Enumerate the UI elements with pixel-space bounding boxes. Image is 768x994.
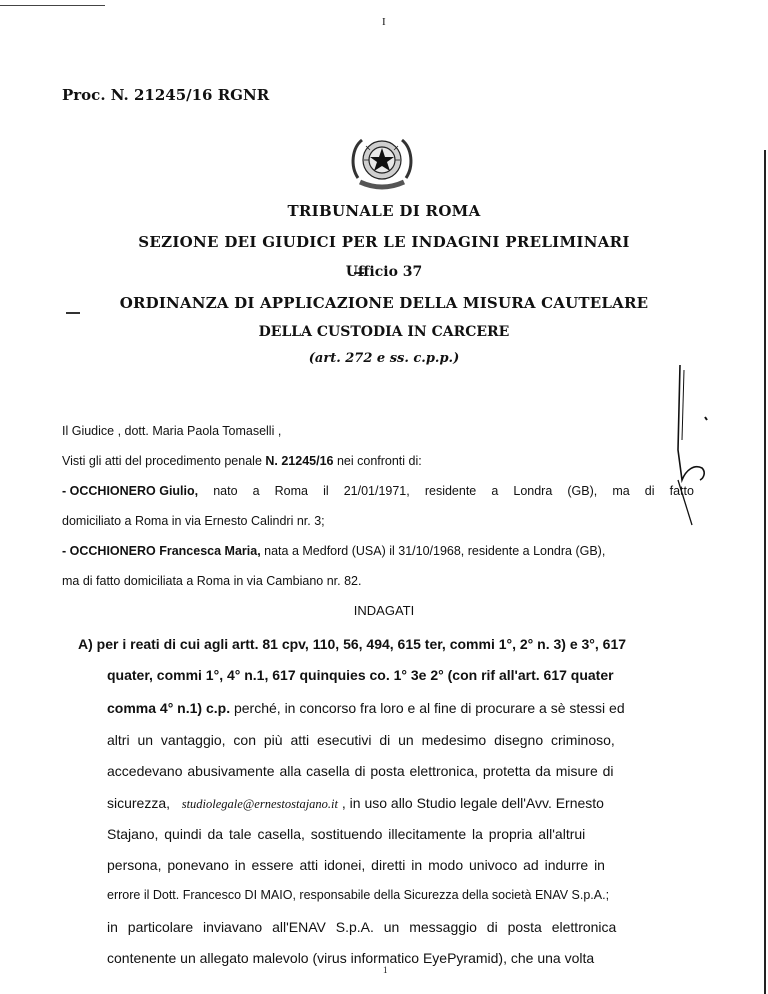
suspect-2-name: - OCCHIONERO Francesca Maria, — [62, 544, 261, 558]
court-name: TRIBUNALE DI ROMA — [287, 202, 481, 220]
suspect-2-line-1: - OCCHIONERO Francesca Maria, nata a Medford (USA) il 31/10/1968, residente a Londra (GB), — [62, 544, 606, 558]
section-name: SEZIONE DEI GIUDICI PER LE INDAGINI PRELIMINARI — [138, 233, 630, 251]
charge-line-9: errore il Dott. Francesco DI MAIO, responsabile della Sicurezza della società ENAV S.p.A.; — [107, 888, 610, 902]
charge-line-7: Stajano, quindi da tale casella, sostituendo illecitamente la propria all'altrui — [107, 826, 586, 842]
suspect-1-line-1: - OCCHIONERO Giulio, nato a Roma il 21/01/1971, residente a Londra (GB), ma di fatto — [62, 484, 694, 498]
proceeding-line: Visti gli atti del procedimento penale N. 21245/16 nei confronti di: — [62, 454, 422, 468]
suspect-2-line-2: ma di fatto domiciliata a Roma in via Cambiano nr. 82. — [62, 574, 362, 588]
charge-line-3: comma 4° n.1) c.p. perché, in concorso fra loro e al fine di procurare a sè stessi ed — [107, 700, 625, 716]
page-number-bottom: 1 — [383, 965, 388, 975]
charge-line-5: accedevano abusivamente alla casella di posta elettronica, protetta da misure di — [107, 763, 614, 779]
italian-emblem-icon — [340, 126, 424, 198]
charge-line-1: A) per i reati di cui agli artt. 81 cpv, 110, 56, 494, 615 ter, commi 1°, 2° n. 3) e 3°, 617 — [78, 636, 627, 652]
charge-line-2: quater, commi 1°, 4° n.1, 617 quinquies co. 1° 3e 2° (con rif all'art. 617 quater — [107, 667, 614, 683]
suspect-1-name: - OCCHIONERO Giulio, — [62, 484, 199, 498]
article-reference: (art. 272 e ss. c.p.p.) — [308, 351, 460, 366]
proc-number: Proc. N. 21245/16 RGNR — [62, 86, 270, 104]
scan-mark — [66, 312, 80, 314]
indagati-heading: INDAGATI — [353, 603, 415, 618]
charge-line-6: sicurezza, studiolegale@ernestostajano.it , in uso allo Studio legale dell'Avv. Ernesto — [107, 795, 604, 811]
email-address: studiolegale@ernestostajano.it — [181, 797, 338, 811]
charge-line-8: persona, ponevano in essere atti idonei, diretti in modo univoco ad indurre in — [107, 857, 605, 873]
top-rule — [0, 5, 105, 6]
charge-line-11: contenente un allegato malevolo (virus informatico EyePyramid), che una volta — [107, 950, 595, 966]
judge-line: Il Giudice , dott. Maria Paola Tomaselli , — [62, 424, 282, 438]
document-subtitle: DELLA CUSTODIA IN CARCERE — [258, 324, 510, 340]
handwritten-mark — [672, 360, 712, 530]
charge-line-4: altri un vantaggio, con più atti esecutivi di un medesimo disegno criminoso, — [107, 732, 615, 748]
page-number-top: I — [382, 16, 386, 28]
charge-line-10: in particolare inviavano all'ENAV S.p.A. un messaggio di posta elettronica — [107, 919, 617, 935]
document-title: ORDINANZA DI APPLICAZIONE DELLA MISURA CAUTELARE — [119, 294, 649, 312]
office-name: Ufficio 37 — [345, 264, 423, 280]
suspect-1-line-2: domiciliato a Roma in via Ernesto Calindri nr. 3; — [62, 514, 325, 528]
